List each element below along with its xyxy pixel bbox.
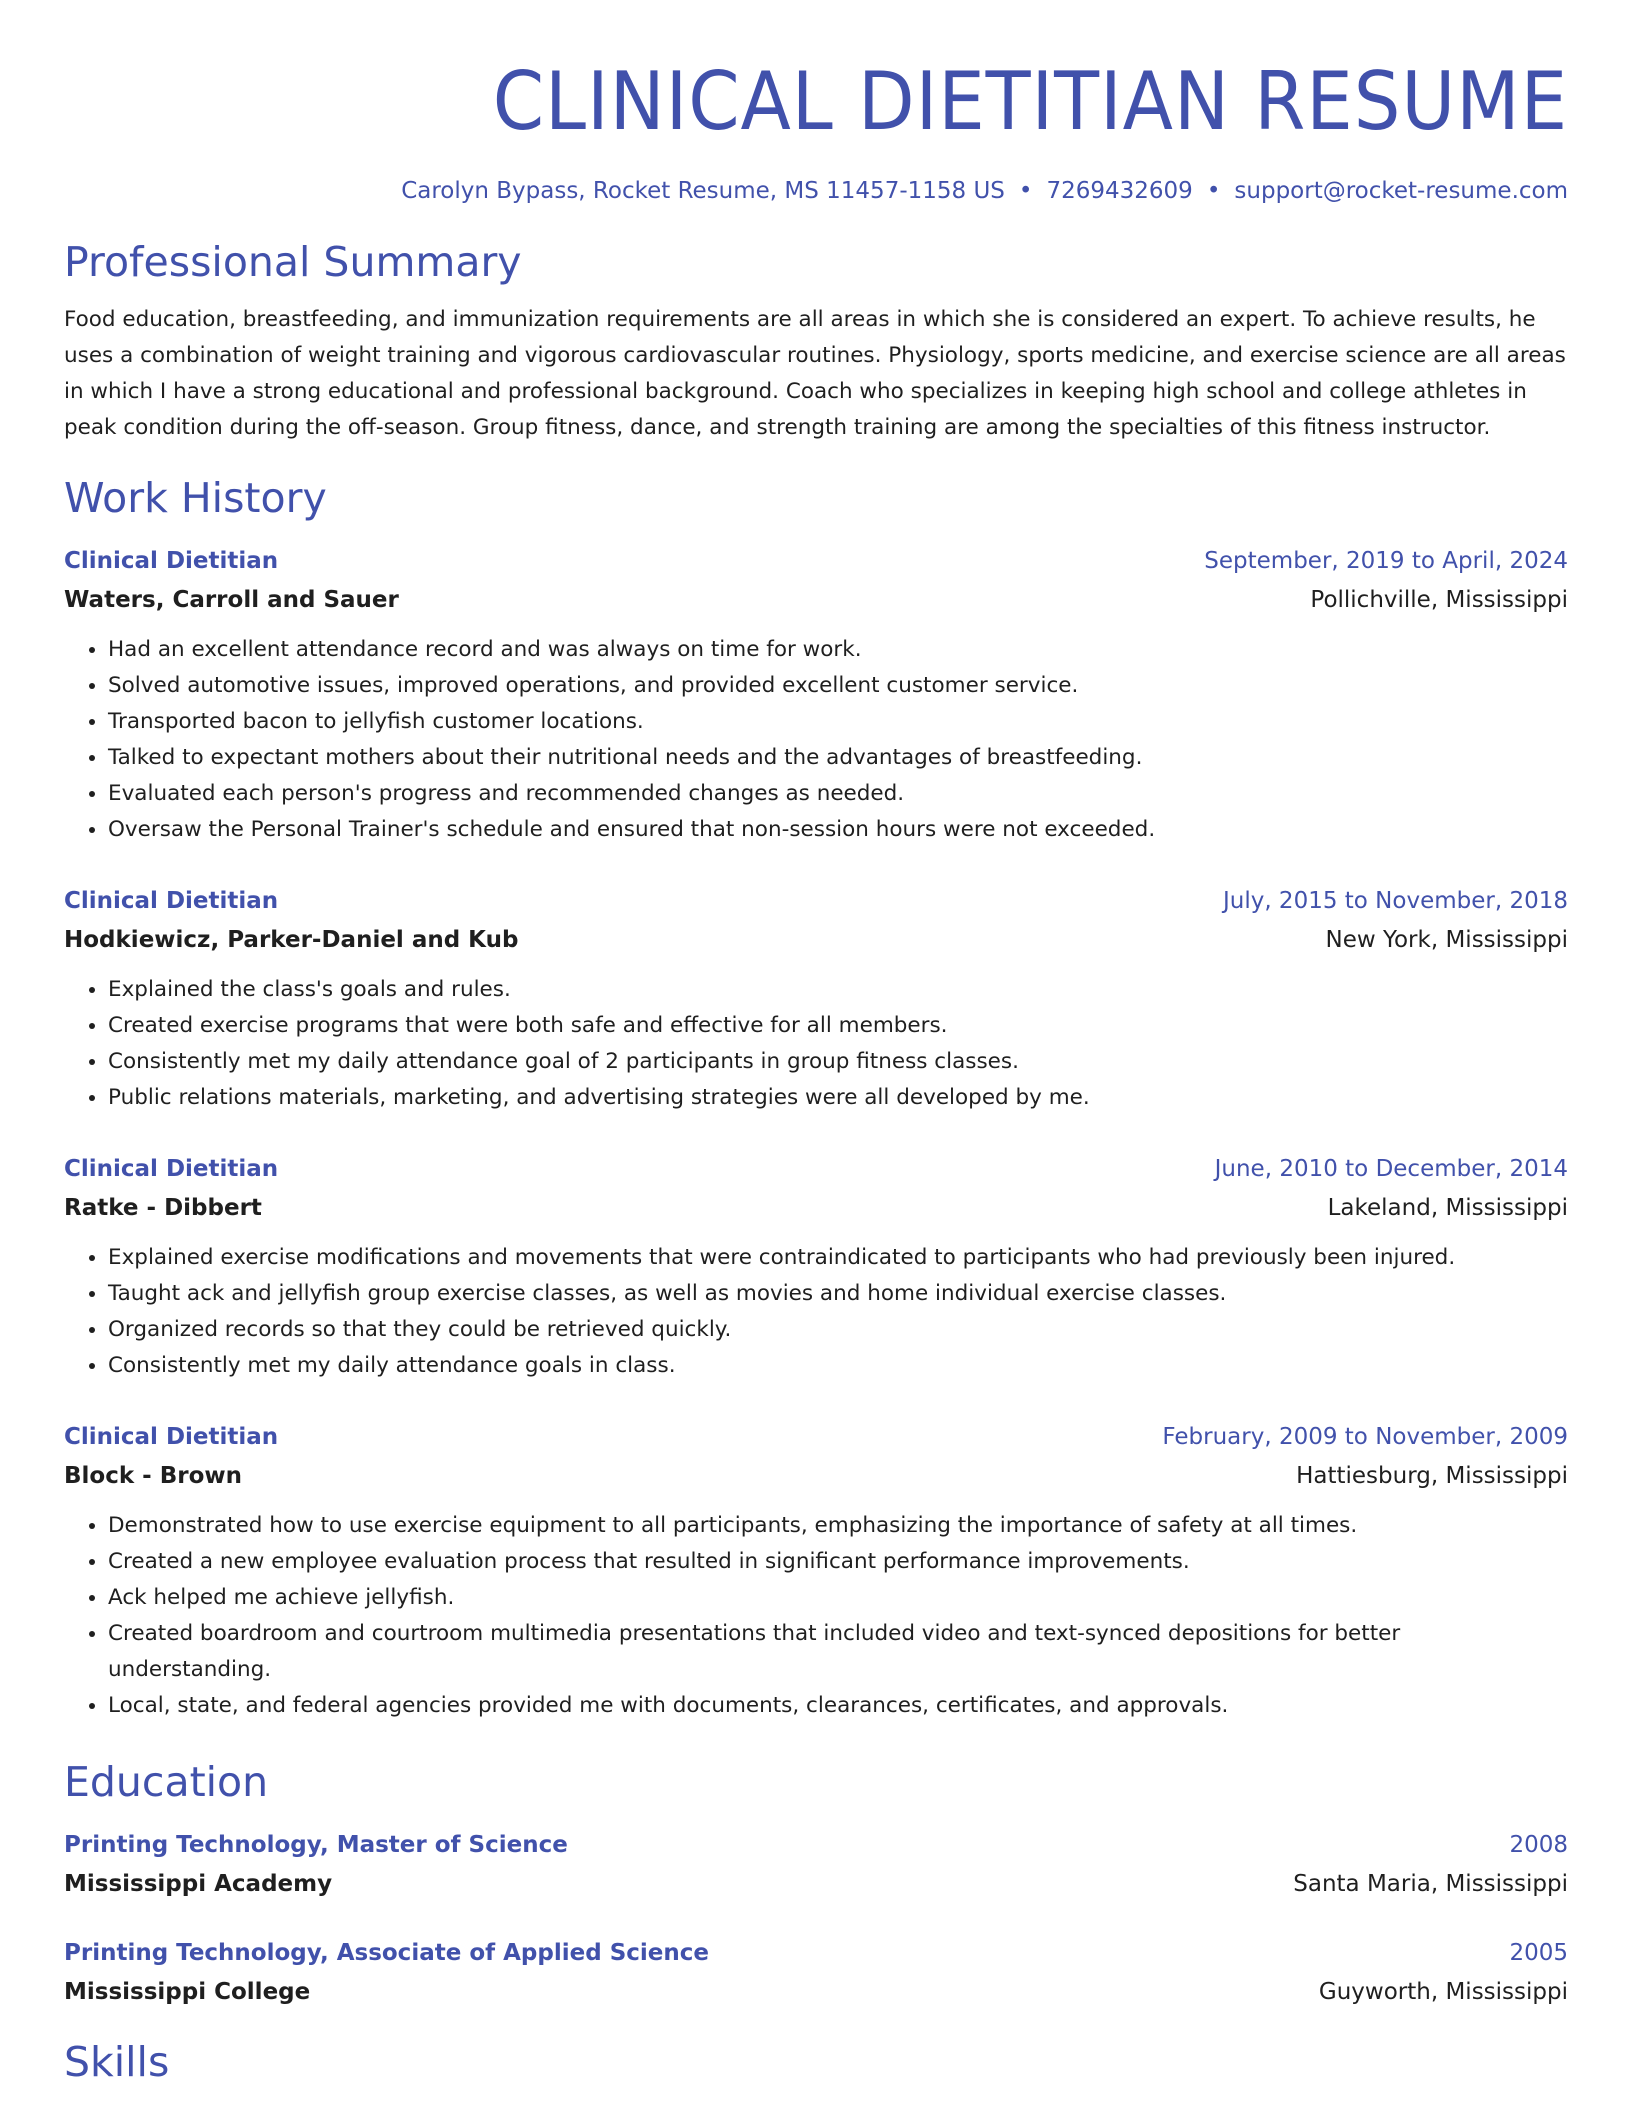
education-year: 2005 [1509,1940,1568,1966]
job-title: Clinical Dietitian [64,1424,279,1450]
job-bullets [64,972,1568,1116]
job-location: Hattiesburg, Mississippi [1296,1463,1568,1489]
job-bullet: • Transported bacon to jellyfish customer locations. [108,704,1568,740]
education-entry [64,1934,1568,2012]
work-history-heading: Work History [64,474,327,522]
job-bullet: • Demonstrated how to use exercise equipment to all participants, emphasizing the importance of safety at all times. [108,1508,1568,1544]
job-entry [64,542,1568,848]
job-entry [64,1418,1568,1724]
resume-page [64,0,1568,2088]
education-school: Mississippi Academy [64,1871,333,1897]
job-bullet: • Evaluated each person's progress and recommended changes as needed. [108,776,1568,812]
summary-text: Food education, breastfeeding, and immunization requirements are all areas in which she is considered an expert. To achieve results, he uses a combination of weight training and vigorous cardiovascular routines. Physiology, sports medicine, and exercise science are all areas in which I have a strong educational and professional background. Coach who specializes in keeping high school and college athletes in peak condition during the off-season. Group fitness, dance, and strength training are among the specialties of this fitness instructor. [64,307,1566,440]
education-degree: Printing Technology, Master of Science [64,1832,568,1858]
job-location: Pollichville, Mississippi [1310,587,1568,613]
job-employer: Ratke - Dibbert [64,1195,262,1221]
job-dates: September, 2019 to April, 2024 [1204,548,1568,574]
job-bullet: • Ack helped me achieve jellyfish. [108,1580,1568,1616]
job-employer: Waters, Carroll and Sauer [64,587,399,613]
job-bullet: • Created boardroom and courtroom multimedia presentations that included video and text-synced depositions for better understanding. [108,1616,1568,1688]
contact-phone: 7269432609 [1046,178,1193,204]
education-entry [64,1826,1568,1904]
job-bullets [64,1508,1568,1724]
resume-title: CLINICAL DIETITIAN RESUME [492,55,1568,148]
job-title: Clinical Dietitian [64,548,279,574]
job-location: Lakeland, Mississippi [1327,1195,1568,1221]
education-heading: Education [64,1758,269,1806]
contact-address: Carolyn Bypass, Rocket Resume, MS 11457-1158 US [401,178,1005,204]
job-bullet: • Explained exercise modifications and movements that were contraindicated to participants who had previously been injured. [108,1240,1568,1276]
job-title: Clinical Dietitian [64,888,279,914]
job-bullet: • Consistently met my daily attendance goals in class. [108,1348,1568,1384]
contact-email: support@rocket-resume.com [1234,178,1568,204]
job-bullets [64,1240,1568,1384]
job-bullet: • Created exercise programs that were both safe and effective for all members. [108,1008,1568,1044]
job-bullet: • Consistently met my daily attendance goal of 2 participants in group fitness classes. [108,1044,1568,1080]
contact-line [64,176,1568,206]
job-bullet: • Had an excellent attendance record and was always on time for work. [108,632,1568,668]
job-bullet: • Explained the class's goals and rules. [108,972,1568,1008]
job-title: Clinical Dietitian [64,1156,279,1182]
job-dates: February, 2009 to November, 2009 [1162,1424,1568,1450]
job-bullet: • Solved automotive issues, improved operations, and provided excellent customer service. [108,668,1568,704]
job-bullets [64,632,1568,848]
job-dates: July, 2015 to November, 2018 [1222,888,1568,914]
job-bullet: • Talked to expectant mothers about their nutritional needs and the advantages of breastfeeding. [108,740,1568,776]
job-entry [64,882,1568,1116]
education-year: 2008 [1509,1832,1568,1858]
job-location: New York, Mississippi [1325,927,1568,953]
education-location: Santa Maria, Mississippi [1293,1871,1568,1897]
education-location: Guyworth, Mississippi [1318,1979,1568,2005]
job-employer: Block - Brown [64,1463,243,1489]
job-entry [64,1150,1568,1384]
skills-heading: Skills [64,2038,170,2086]
job-bullet: • Local, state, and federal agencies provided me with documents, clearances, certificates, and approvals. [108,1688,1568,1724]
summary-heading: Professional Summary [64,238,522,286]
job-bullet: • Oversaw the Personal Trainer's schedule and ensured that non-session hours were not exceeded. [108,812,1568,848]
job-employer: Hodkiewicz, Parker-Daniel and Kub [64,927,519,953]
contact-separator: • [1206,178,1221,204]
job-bullet: • Organized records so that they could be retrieved quickly. [108,1312,1568,1348]
job-bullet: • Taught ack and jellyfish group exercise classes, as well as movies and home individual exercise classes. [108,1276,1568,1312]
job-bullet: • Created a new employee evaluation process that resulted in significant performance improvements. [108,1544,1568,1580]
education-degree: Printing Technology, Associate of Applied Science [64,1940,709,1966]
contact-separator: • [1018,178,1033,204]
education-school: Mississippi College [64,1979,311,2005]
job-bullet: • Public relations materials, marketing, and advertising strategies were all developed by me. [108,1080,1568,1116]
job-dates: June, 2010 to December, 2014 [1214,1156,1568,1182]
